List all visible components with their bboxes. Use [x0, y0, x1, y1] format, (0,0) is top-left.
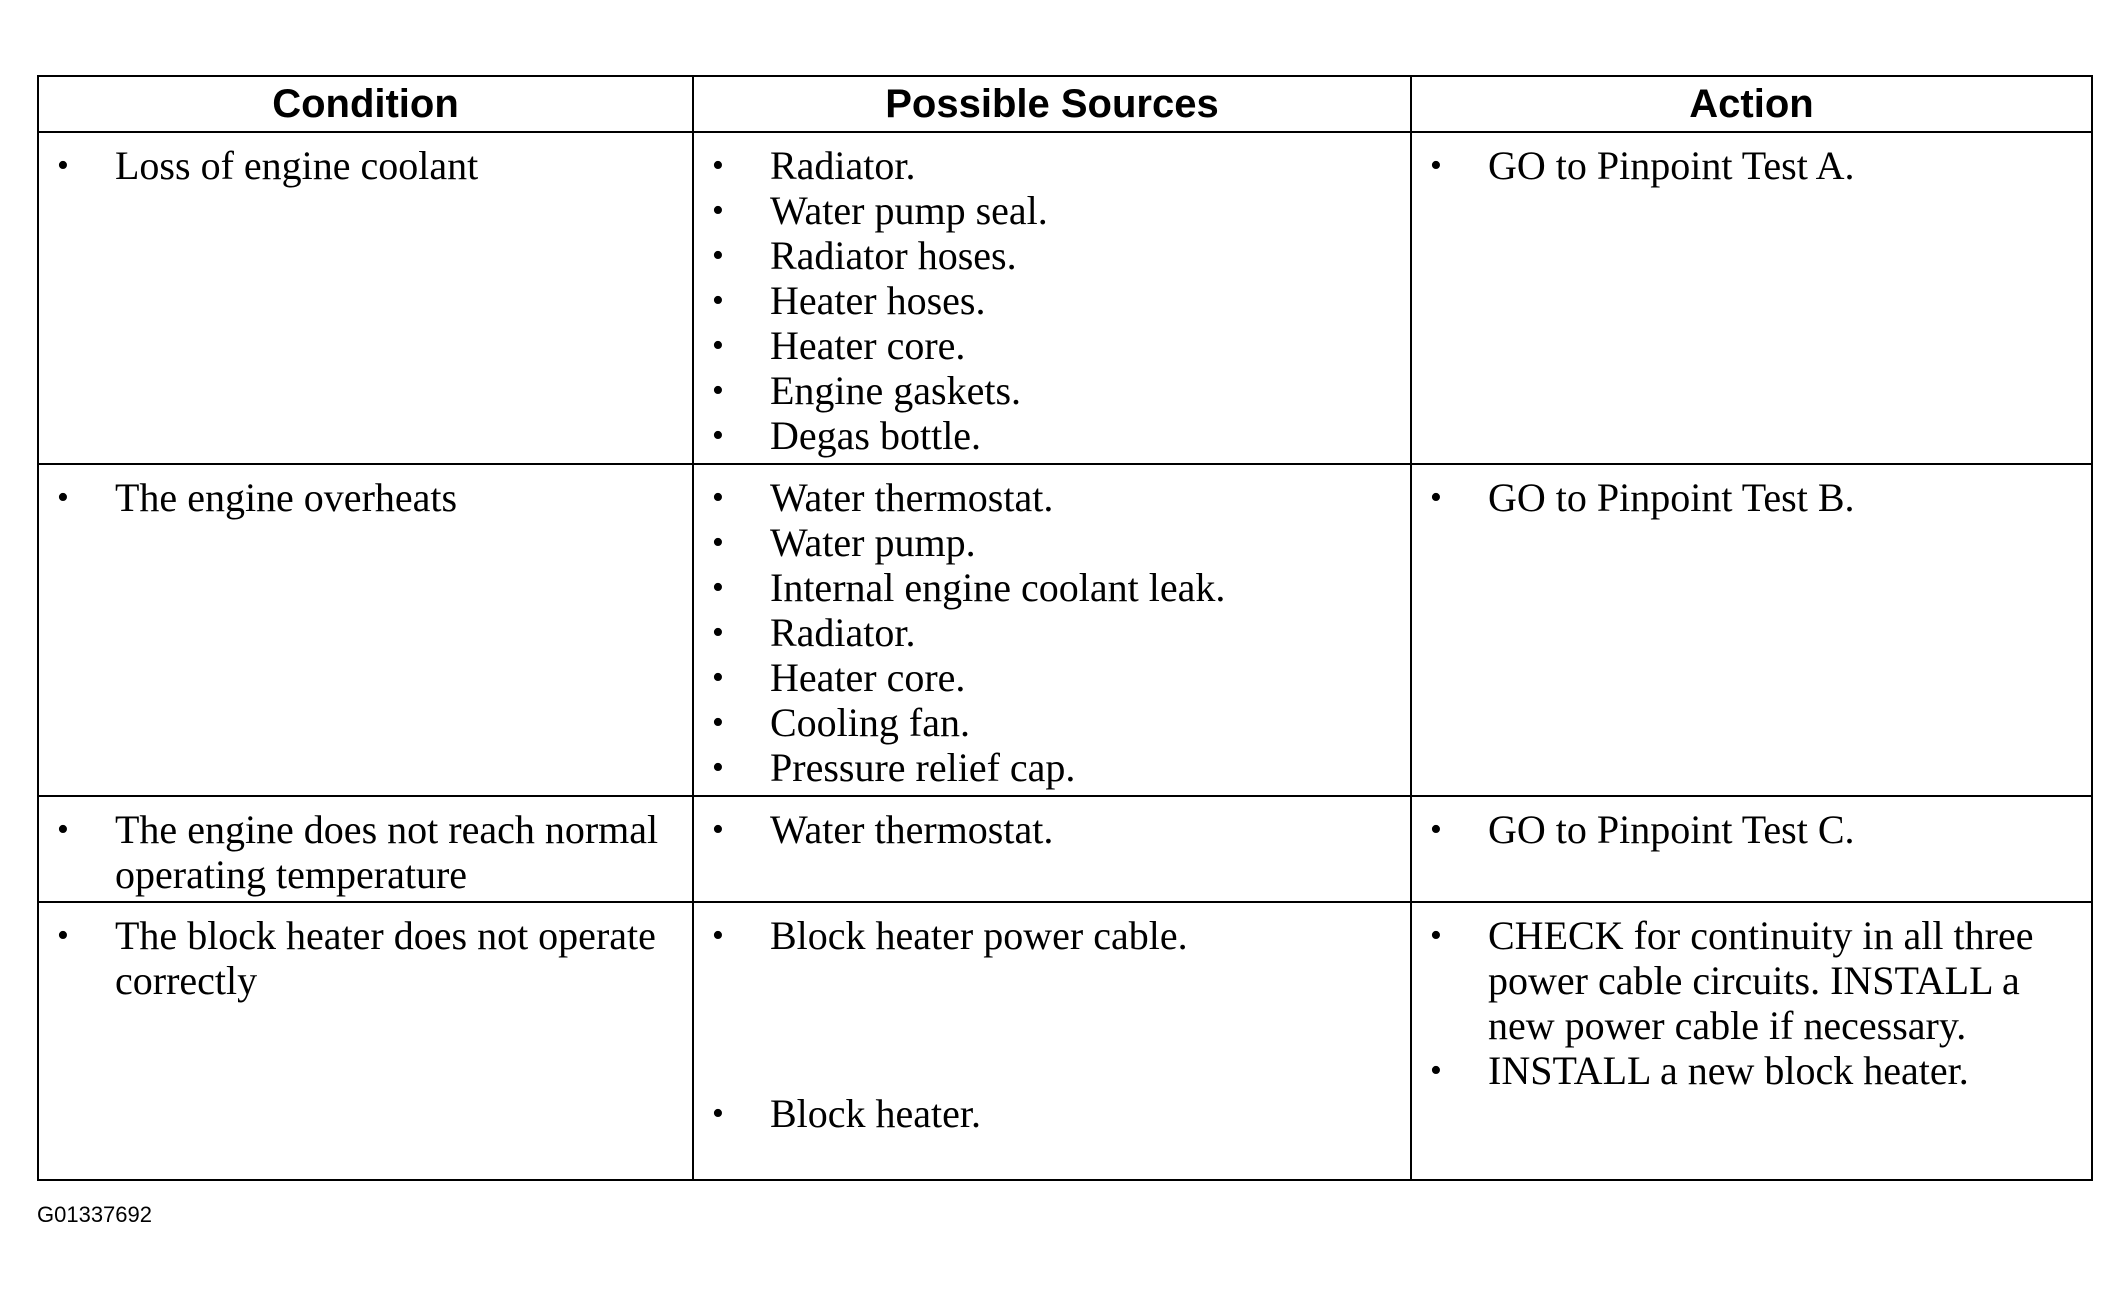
bullet-icon: •: [1430, 1052, 1442, 1089]
condition-item: • Loss of engine coolant: [57, 143, 479, 188]
source-item: • Block heater.: [712, 1091, 982, 1136]
action-cell: [1411, 464, 2092, 796]
header-possible-sources: Possible Sources: [693, 76, 1411, 132]
source-item: • Radiator.: [712, 143, 916, 188]
bullet-icon: •: [712, 569, 724, 606]
source-item: • Cooling fan.: [712, 700, 970, 745]
action-item: • GO to Pinpoint Test C.: [1430, 807, 1855, 852]
bullet-icon: •: [57, 147, 69, 184]
sources-cell: [693, 902, 1411, 1180]
source-item: • Radiator.: [712, 610, 916, 655]
bullet-icon: •: [57, 811, 69, 848]
source-item: • Water pump.: [712, 520, 976, 565]
figure-id: G01337692: [37, 1202, 152, 1227]
source-item: • Pressure relief cap.: [712, 745, 1076, 790]
source-item: • Radiator hoses.: [712, 233, 1017, 278]
table-row: [38, 464, 2092, 796]
action-cell: [1411, 132, 2092, 464]
bullet-icon: •: [712, 1095, 724, 1132]
header-action: Action: [1411, 76, 2092, 132]
header-row: [38, 76, 2092, 132]
condition-cell: [38, 796, 693, 902]
bullet-icon: •: [712, 704, 724, 741]
sources-cell: [693, 132, 1411, 464]
action-item: • GO to Pinpoint Test A.: [1430, 143, 1855, 188]
diagnosis-table: [37, 75, 2093, 1181]
bullet-icon: •: [712, 417, 724, 454]
bullet-icon: •: [712, 749, 724, 786]
action-cell: [1411, 796, 2092, 902]
bullet-icon: •: [712, 524, 724, 561]
bullet-icon: •: [712, 614, 724, 651]
bullet-icon: •: [1430, 811, 1442, 848]
source-item: • Heater hoses.: [712, 278, 986, 323]
bullet-icon: •: [57, 479, 69, 516]
condition-cell: [38, 464, 693, 796]
source-item: • Internal engine coolant leak.: [712, 565, 1226, 610]
bullet-icon: •: [1430, 479, 1442, 516]
bullet-icon: •: [712, 372, 724, 409]
sources-cell: [693, 796, 1411, 902]
condition-item: • The engine does not reach normal operating temperature: [57, 807, 659, 897]
bullet-icon: •: [712, 327, 724, 364]
table-row: [38, 796, 2092, 902]
source-item: • Engine gaskets.: [712, 368, 1022, 413]
source-item: • Degas bottle.: [712, 413, 982, 458]
sources-cell: [693, 464, 1411, 796]
bullet-icon: •: [1430, 147, 1442, 184]
table-row: [38, 132, 2092, 464]
bullet-icon: •: [712, 659, 724, 696]
condition-cell: [38, 132, 693, 464]
bullet-icon: •: [712, 192, 724, 229]
action-item: • GO to Pinpoint Test B.: [1430, 475, 1855, 520]
bullet-icon: •: [57, 917, 69, 954]
source-item: • Water thermostat.: [712, 807, 1054, 852]
bullet-icon: •: [712, 811, 724, 848]
bullet-icon: •: [712, 479, 724, 516]
condition-item: • The block heater does not operate correctly: [57, 913, 656, 1003]
source-item: • Heater core.: [712, 323, 966, 368]
source-item: • Water thermostat.: [712, 475, 1054, 520]
bullet-icon: •: [712, 282, 724, 319]
source-item: • Water pump seal.: [712, 188, 1048, 233]
action-cell: [1411, 902, 2092, 1180]
bullet-icon: •: [712, 917, 724, 954]
bullet-icon: •: [712, 237, 724, 274]
bullet-icon: •: [712, 147, 724, 184]
action-item: • CHECK for continuity in all three power cable circuits. INSTALL a new power cable if necessary.: [1430, 913, 2034, 1048]
condition-cell: [38, 902, 693, 1180]
table-row: [38, 902, 2092, 1180]
header-condition: Condition: [38, 76, 693, 132]
source-item: • Block heater power cable.: [712, 913, 1188, 958]
bullet-icon: •: [1430, 917, 1442, 954]
condition-item: • The engine overheats: [57, 475, 458, 520]
source-item: • Heater core.: [712, 655, 966, 700]
action-item: • INSTALL a new block heater.: [1430, 1048, 1969, 1093]
